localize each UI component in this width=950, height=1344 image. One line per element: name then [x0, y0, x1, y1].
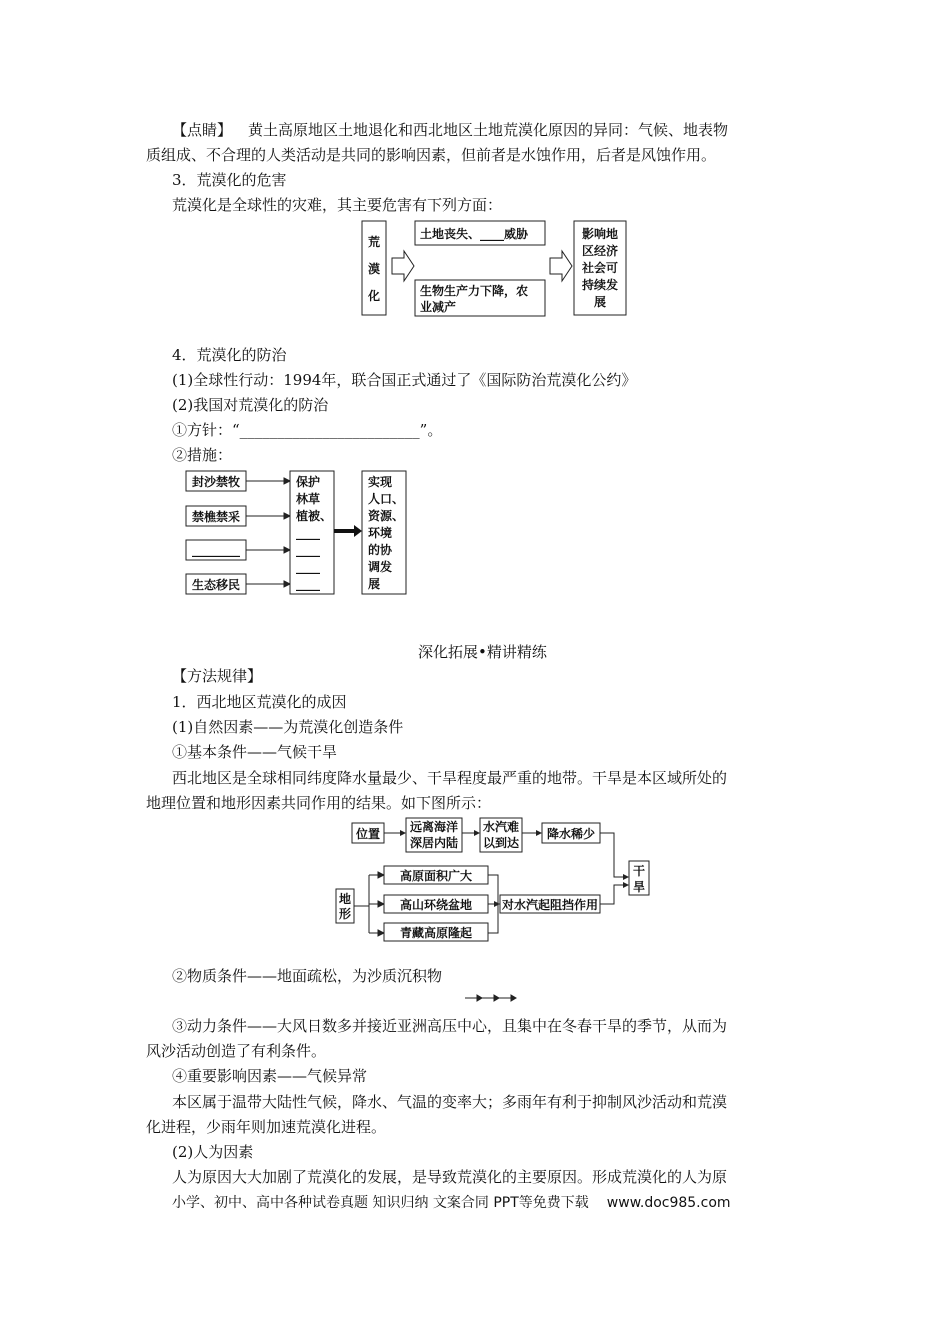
harm-mid-top: 土地丧失、____威胁 — [420, 227, 529, 241]
arrow-rain — [623, 874, 629, 880]
vapor-text-1: 水汽难 — [482, 820, 520, 834]
para1-line-1: 西北地区是全球相同纬度降水量最少、干旱程度最严重的地带。干旱是本区域所处的 — [172, 769, 728, 787]
para3-line-1: 人为原因大大加剧了荒漠化的发展，是导致荒漠化的主要原因。形成荒漠化的人为原 — [172, 1168, 728, 1186]
measure-right-4: 环境 — [368, 526, 393, 540]
basic-condition: ①基本条件——气候干旱 — [172, 743, 338, 761]
cause-heading: 1．西北地区荒漠化的成因 — [172, 693, 347, 711]
harm-left-1: 荒 — [367, 235, 381, 249]
harm-right-3: 社会可 — [581, 261, 619, 275]
footer — [172, 1192, 731, 1212]
dynamic-line-1: ③动力条件——大风日数多并接近亚洲高压中心，且集中在冬春干旱的季节，从而为 — [172, 1017, 728, 1035]
measure-left-1: 封沙禁牧 — [191, 475, 241, 489]
heading-control: 4．荒漠化的防治 — [172, 346, 287, 364]
measure-diagram — [184, 468, 409, 596]
natural-factor: (1)自然因素——为荒漠化创造条件 — [172, 718, 404, 736]
measure-right-2: 人口、 — [368, 492, 405, 506]
para2-line-2: 化进程，少雨年则加速荒漠化进程。 — [146, 1118, 387, 1136]
measure-mid-4: ____ — [296, 526, 320, 540]
terrain-2: 高山环绕盆地 — [399, 898, 473, 912]
tip-label: 【点睛】 — [172, 121, 233, 139]
dry-text-2: 旱 — [632, 880, 646, 894]
measure-left-3: ________ — [192, 543, 240, 557]
harm-right-1: 影响地 — [581, 227, 619, 241]
harm-left-2: 漠 — [367, 262, 381, 276]
measure-mid-2: 林草 — [296, 492, 321, 506]
arrow-terrain — [494, 901, 500, 907]
measure-left-2: 禁樵禁采 — [191, 510, 241, 524]
climate-anomaly: ④重要影响因素——气候异常 — [172, 1067, 368, 1085]
measure-right-3: 资源、 — [368, 509, 405, 523]
harm-diagram — [360, 218, 630, 318]
para2-line-1: 本区属于温带大陆性气候，降水、气温的变率大；多雨年有利于抑制风沙活动和荒漠 — [172, 1093, 728, 1111]
policy-blank: ________________________ — [239, 421, 420, 439]
arrow-far — [474, 830, 480, 836]
human-factor: (2)人为因素 — [172, 1143, 254, 1161]
dynamic-line-2: 风沙活动创造了有利条件。 — [146, 1042, 327, 1060]
harm-arrow-right — [550, 251, 572, 281]
tip-line-2: 质组成、不合理的人类活动是共同的影响因素，但前者是水蚀作用，后者是风蚀作用。 — [146, 146, 717, 164]
method-label: 【方法规律】 — [172, 667, 263, 685]
harm-right-2: 区经济 — [581, 244, 619, 258]
arrow-block — [623, 882, 629, 888]
measure-thick-arrow-head — [354, 525, 362, 537]
section-title: 深化拓展•精讲精练 — [418, 643, 547, 661]
cause-diagram — [334, 815, 654, 943]
vapor-text-2: 以到达 — [482, 836, 520, 850]
global-action: (1)全球性行动：1994年，联合国正式通过了《国际防治荒漠化公约》 — [172, 371, 637, 389]
terrain-arrows — [369, 872, 384, 936]
far-text-2: 深居内陆 — [409, 836, 459, 850]
measure-arrows — [246, 478, 290, 587]
harm-left-3: 化 — [367, 289, 381, 303]
harm-intro: 荒漠化是全球性的灾难，其主要危害有下列方面： — [172, 196, 503, 214]
arrow-pos — [400, 830, 406, 836]
harm-mid-bottom-1: 生物生产力下降，农 — [420, 284, 529, 298]
block-text: 对水汽起阻挡作用 — [501, 898, 599, 912]
terrain-text-1: 地 — [338, 892, 352, 906]
measure-right-1: 实现 — [368, 475, 393, 489]
measure-mid-5: ____ — [296, 543, 320, 557]
harm-right-4: 持续发 — [581, 278, 619, 292]
far-text-1: 远离海洋 — [409, 820, 459, 834]
terrain-text-2: 形 — [338, 907, 352, 921]
tip-line-1: 【点睛】 黄土高原地区土地退化和西北地区土地荒漠化原因的异同：气候、地表物 — [172, 121, 729, 139]
rain-text: 降水稀少 — [546, 827, 596, 841]
measure-right-6: 调发 — [368, 560, 393, 574]
policy-line: ①方针：“________________________”。 — [172, 421, 443, 439]
dry-text-1: 干 — [632, 864, 646, 878]
heading-harm: 3．荒漠化的危害 — [172, 171, 287, 189]
terrain-1: 高原面积广大 — [399, 869, 473, 883]
position-text: 位置 — [355, 827, 381, 841]
measure-mid-7: ____ — [296, 577, 320, 591]
para1-line-2: 地理位置和地形因素共同作用的结果。如下图所示： — [146, 794, 492, 812]
harm-right-5: 展 — [593, 295, 607, 309]
measures-label: ②措施： — [172, 446, 233, 464]
measure-mid-1: 保护 — [296, 475, 321, 489]
harm-arrow-left — [392, 251, 414, 281]
material-condition: ②物质条件——地面疏松，为沙质沉积物 — [172, 967, 443, 985]
measure-mid-3: 植被、 — [296, 509, 333, 523]
harm-mid-bottom-2: 业减产 — [420, 300, 457, 314]
measure-mid-6: ____ — [296, 560, 320, 574]
measure-right-7: 展 — [368, 577, 381, 591]
measure-left-4: 生态移民 — [191, 578, 241, 592]
measure-right-5: 的协 — [368, 543, 393, 557]
footer-text: 小学、初中、高中各种试卷真题 知识归纳 文案合同 PPT等免费下载 — [172, 1195, 589, 1211]
arrow-vapor — [536, 830, 542, 836]
china-control: (2)我国对荒漠化的防治 — [172, 396, 329, 414]
terrain-3: 青藏高原隆起 — [399, 926, 473, 940]
footer-url[interactable]: www.doc985.com — [606, 1195, 731, 1211]
small-arrows — [465, 993, 517, 1003]
